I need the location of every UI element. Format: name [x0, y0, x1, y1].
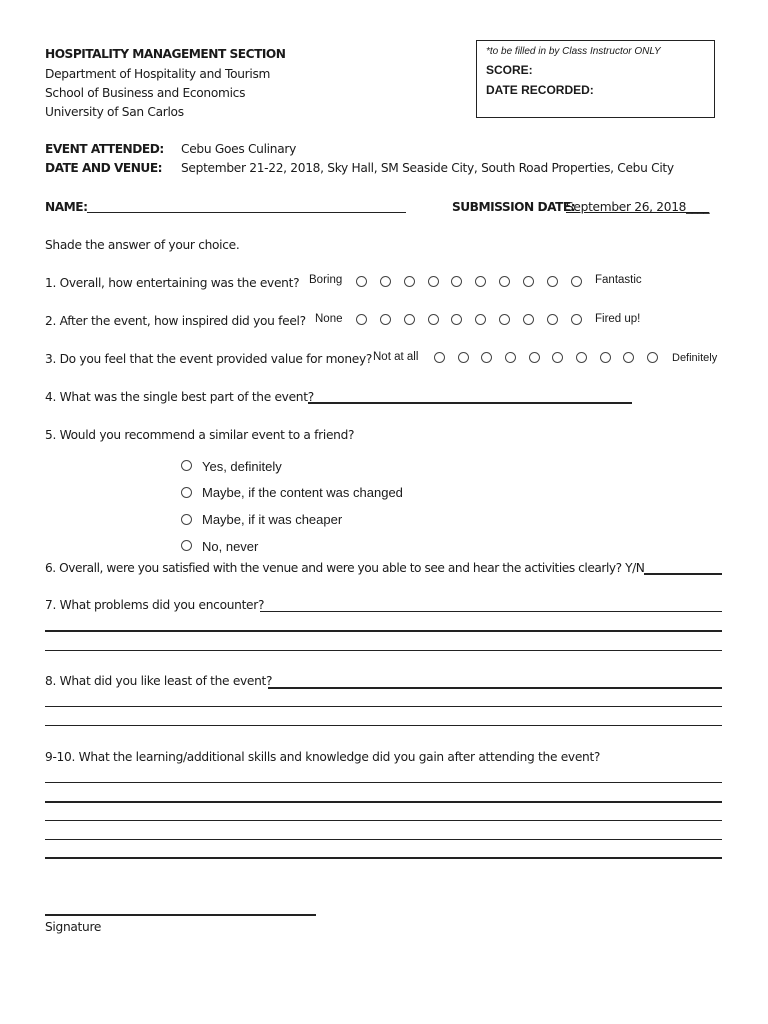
q7-answer-line-3[interactable] [45, 650, 722, 651]
q6-answer-line[interactable] [644, 573, 722, 575]
school-name: School of Business and Economics [45, 86, 246, 100]
date-venue-value: September 21-22, 2018, Sky Hall, SM Seaside City, South Road Properties, Cebu City [181, 161, 674, 175]
date-venue-label: DATE AND VENUE: [45, 161, 163, 175]
instructor-note: *to be filled in by Class Instructor ONLY [486, 46, 661, 57]
q3-option-3[interactable] [481, 352, 492, 363]
q5-option-yes-label: Yes, definitely [202, 459, 282, 474]
q8-answer-line-2[interactable] [45, 706, 722, 707]
q2-option-3[interactable] [404, 314, 415, 325]
q4-answer-line[interactable] [308, 402, 632, 404]
q3-high-label: Definitely [672, 352, 718, 364]
submission-date-value: September 26, 2018____ [566, 200, 710, 214]
q2-option-2[interactable] [380, 314, 391, 325]
q3-option-5[interactable] [529, 352, 540, 363]
q1-option-8[interactable] [523, 276, 534, 287]
q1-low-label: Boring [309, 274, 343, 286]
question-4-text: 4. What was the single best part of the event? [45, 390, 314, 404]
q2-high-label: Fired up! [595, 313, 641, 325]
q7-answer-line-2[interactable] [45, 630, 722, 632]
q5-option-maybe-cheaper-radio[interactable] [181, 514, 192, 525]
q1-option-4[interactable] [428, 276, 439, 287]
q8-answer-line-1[interactable] [268, 687, 722, 689]
question-9-10-text: 9-10. What the learning/additional skills and knowledge did you gain after attending the event? [45, 750, 601, 764]
q2-option-4[interactable] [428, 314, 439, 325]
q1-option-9[interactable] [547, 276, 558, 287]
q1-high-label: Fantastic [595, 274, 642, 286]
q1-option-7[interactable] [499, 276, 510, 287]
question-2-text: 2. After the event, how inspired did you feel? [45, 314, 306, 328]
q3-low-label: Not at all [373, 351, 419, 363]
name-field[interactable] [87, 212, 406, 213]
q9-answer-line-4[interactable] [45, 839, 722, 840]
q2-option-6[interactable] [475, 314, 486, 325]
section-title: HOSPITALITY MANAGEMENT SECTION [45, 47, 286, 61]
q3-option-1[interactable] [434, 352, 445, 363]
q5-option-maybe-content-label: Maybe, if the content was changed [202, 485, 403, 500]
q1-option-10[interactable] [571, 276, 582, 287]
question-8-text: 8. What did you like least of the event? [45, 674, 273, 688]
q5-option-yes-radio[interactable] [181, 460, 192, 471]
submission-date-label: SUBMISSION DATE: [452, 200, 576, 214]
q5-option-no-radio[interactable] [181, 540, 192, 551]
q9-answer-line-5[interactable] [45, 857, 722, 859]
q2-option-8[interactable] [523, 314, 534, 325]
q3-option-10[interactable] [647, 352, 658, 363]
q2-option-1[interactable] [356, 314, 367, 325]
q9-answer-line-2[interactable] [45, 801, 722, 803]
instructor-box [476, 40, 715, 118]
q3-option-2[interactable] [458, 352, 469, 363]
q1-option-3[interactable] [404, 276, 415, 287]
question-5-text: 5. Would you recommend a similar event to a friend? [45, 428, 355, 442]
date-recorded-label: DATE RECORDED: [486, 83, 594, 97]
name-label: NAME: [45, 200, 88, 214]
q1-option-6[interactable] [475, 276, 486, 287]
q2-option-9[interactable] [547, 314, 558, 325]
signature-line[interactable] [45, 914, 316, 916]
q3-option-8[interactable] [600, 352, 611, 363]
q5-option-maybe-content-radio[interactable] [181, 487, 192, 498]
department-name: Department of Hospitality and Tourism [45, 67, 271, 81]
q3-option-7[interactable] [576, 352, 587, 363]
q8-answer-line-3[interactable] [45, 725, 722, 726]
question-7-text: 7. What problems did you encounter? [45, 598, 265, 612]
instruction-text: Shade the answer of your choice. [45, 238, 240, 252]
signature-label: Signature [45, 920, 102, 934]
question-6-text: 6. Overall, were you satisfied with the venue and were you able to see and hear the activities clearly? Y/N [45, 561, 645, 575]
q9-answer-line-1[interactable] [45, 782, 722, 783]
q1-option-5[interactable] [451, 276, 462, 287]
q2-option-7[interactable] [499, 314, 510, 325]
q5-option-no-label: No, never [202, 539, 259, 554]
q7-answer-line-1[interactable] [260, 611, 722, 612]
q2-low-label: None [315, 313, 343, 325]
q1-option-2[interactable] [380, 276, 391, 287]
q1-option-1[interactable] [356, 276, 367, 287]
score-label: SCORE: [486, 63, 533, 77]
q9-answer-line-3[interactable] [45, 820, 722, 821]
question-3-text: 3. Do you feel that the event provided value for money? [45, 352, 373, 366]
university-name: University of San Carlos [45, 105, 184, 119]
q3-option-6[interactable] [552, 352, 563, 363]
question-1-text: 1. Overall, how entertaining was the event? [45, 276, 300, 290]
q3-option-9[interactable] [623, 352, 634, 363]
q3-option-4[interactable] [505, 352, 516, 363]
q2-option-5[interactable] [451, 314, 462, 325]
event-attended-label: EVENT ATTENDED: [45, 142, 164, 156]
event-attended-value: Cebu Goes Culinary [181, 142, 296, 156]
q2-option-10[interactable] [571, 314, 582, 325]
q5-option-maybe-cheaper-label: Maybe, if it was cheaper [202, 512, 343, 527]
